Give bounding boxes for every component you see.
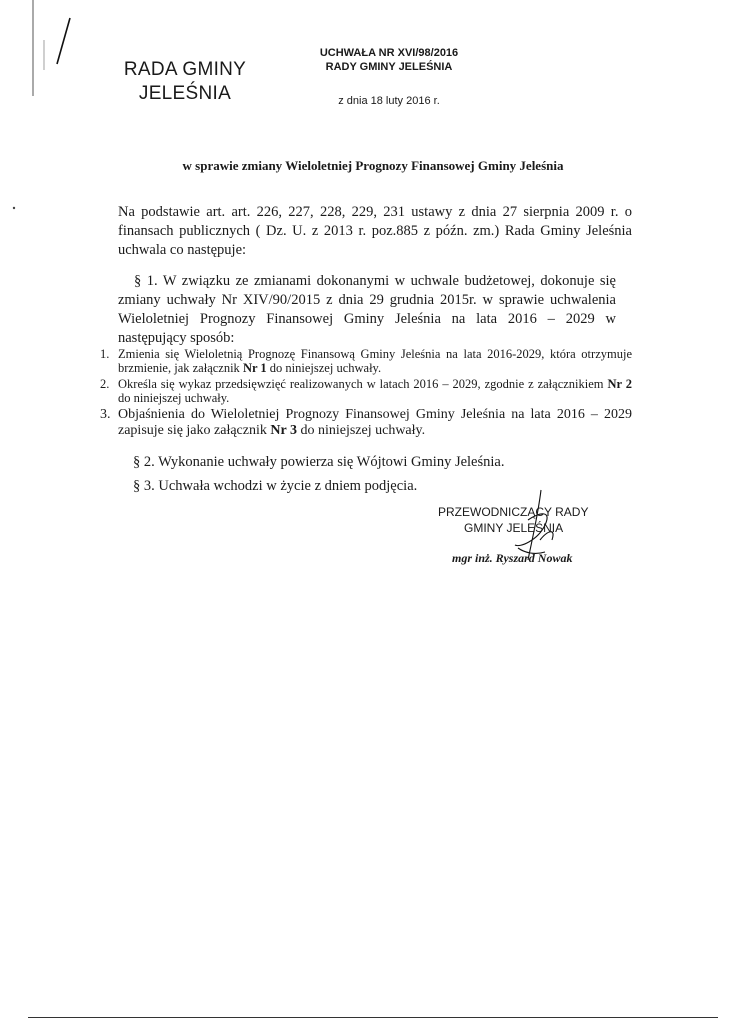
section-2-paragraph: § 2. Wykonanie uchwały powierza się Wójtowi Gminy Jeleśnia. [133, 454, 505, 470]
attachment-ref: Nr 3 [270, 423, 297, 438]
attachment-ref: Nr 1 [242, 361, 267, 375]
bottom-scan-line [28, 1017, 718, 1018]
list-item [100, 407, 632, 439]
list-item-text: Objaśnienia do Wieloletniej Prognozy Finansowej Gminy Jeleśnia na lata 2016 – 2029 zapisuje się jako załącznik [118, 407, 632, 438]
attachment-ref: Nr 2 [607, 377, 632, 391]
section-3-paragraph: § 3. Uchwała wchodzi w życie z dniem podjęcia. [133, 478, 418, 494]
council-name-line1: RADA GMINY [123, 59, 247, 80]
list-item-text-end: do niniejszej uchwały. [266, 361, 382, 375]
list-item-number: 3. [100, 407, 111, 422]
list-item [100, 377, 632, 405]
list-item-text-end: do niniejszej uchwały. [296, 423, 426, 438]
resolution-heading [300, 46, 478, 74]
list-item-number: 2. [100, 377, 110, 391]
signature-title-line1: PRZEWODNICZĄCY RADY [438, 505, 589, 519]
legal-basis-paragraph: Na podstawie art. art. 226, 227, 228, 229, 231 ustawy z dnia 27 sierpnia 2009 r. o finansach publicznych ( Dz. U. z 2013 r. poz.885 z późn. zm.) Rada Gminy Jeleśnia uchwala co następuje: [118, 204, 632, 258]
list-item [100, 347, 632, 375]
signature-title [438, 504, 598, 536]
pen-slash-mark [57, 18, 70, 64]
council-name-block [112, 58, 258, 106]
list-item-text-end: do niniejszej uchwały. [118, 391, 230, 405]
signatory-name: mgr inż. Ryszard Nowak [452, 551, 573, 565]
resolution-body: RADY GMINY JELEŚNIA [325, 61, 453, 73]
section-1-paragraph: § 1. W związku ze zmianami dokonanymi w uchwale budżetowej, dokonuje się zmiany uchwały Nr XIV/90/2015 z dnia 29 grudnia 2015r. w sprawie uchwalenia Wieloletniej Prognozy Finansowej Gminy Jeleśnia na lata 2016 – 2029 w następujący sposób: [118, 273, 616, 346]
amendments-list [100, 347, 632, 441]
signature-title-line2: GMINY JELEŚNIA [464, 521, 564, 535]
resolution-date: z dnia 18 luty 2016 r. [338, 95, 440, 107]
council-name-line2: JELEŚNIA [138, 83, 232, 104]
scan-speck [13, 207, 15, 209]
list-item-text: Zmienia się Wieloletnią Prognozę Finansową Gminy Jeleśnia na lata 2016-2029, która otrzymuje brzmienie, jak załącznik [118, 347, 632, 375]
resolution-number: UCHWAŁA NR XVI/98/2016 [319, 47, 459, 59]
list-item-text: Określa się wykaz przedsięwzięć realizowanych w latach 2016 – 2029, zgodnie z załącznikiem [118, 377, 608, 391]
list-item-number: 1. [100, 347, 110, 361]
resolution-subject: w sprawie zmiany Wieloletniej Prognozy Finansowej Gminy Jeleśnia [182, 158, 564, 173]
